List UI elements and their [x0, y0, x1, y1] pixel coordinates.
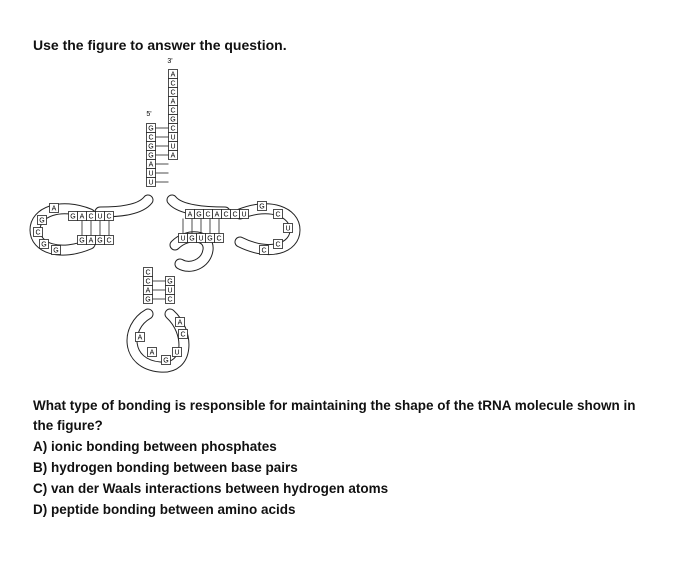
nucleotide-box	[169, 151, 178, 160]
nucleotide-letter: G	[148, 125, 154, 133]
nucleotide-letter: U	[167, 287, 173, 295]
nucleotide-box	[179, 330, 188, 339]
nucleotide-letter: A	[214, 211, 220, 219]
nucleotide-box	[284, 224, 293, 233]
nucleotide-letter: A	[148, 161, 154, 169]
nucleotide-box	[166, 277, 175, 286]
nucleotide-letter: A	[170, 98, 176, 106]
nucleotide-letter: C	[88, 213, 94, 221]
nucleotide-box	[197, 234, 206, 243]
nucleotide-box	[147, 124, 156, 133]
trna-figure	[20, 52, 320, 374]
nucleotide-letter: C	[170, 80, 176, 88]
nucleotide-box	[176, 318, 185, 327]
nucleotide-letter: G	[41, 241, 47, 249]
nucleotide-box	[173, 348, 182, 357]
nucleotide-letter: G	[259, 203, 265, 211]
nucleotide-letter: U	[148, 170, 154, 178]
nucleotide-box	[148, 348, 157, 357]
nucleotide-letter: G	[148, 143, 154, 151]
answer-options	[33, 436, 653, 520]
nucleotide-letter: C	[170, 89, 176, 97]
nucleotide-letter: C	[261, 247, 267, 255]
nucleotide-letter: A	[51, 205, 57, 213]
nucleotide-letter: A	[170, 152, 176, 160]
three-prime-label: 3'	[167, 58, 173, 65]
nucleotide-box	[78, 212, 87, 221]
nucleotide-letter: A	[170, 71, 176, 79]
nucleotide-box	[179, 234, 188, 243]
nucleotide-letter: A	[149, 349, 155, 357]
nucleotide-letter: U	[198, 235, 204, 243]
question-text: What type of bonding is responsible for maintaining the shape of the tRNA molecule shown in the figure?	[33, 398, 636, 433]
nucleotide-letter: C	[148, 134, 154, 142]
nucleotide-box	[240, 210, 249, 219]
nucleotide-box	[96, 212, 105, 221]
trna-nucleotides	[34, 70, 293, 365]
nucleotide-box	[52, 246, 61, 255]
nucleotide-letter: U	[180, 235, 186, 243]
nucleotide-box	[204, 210, 213, 219]
nucleotide-box	[96, 236, 105, 245]
nucleotide-box	[69, 212, 78, 221]
nucleotide-letter: G	[189, 235, 195, 243]
nucleotide-box	[274, 240, 283, 249]
nucleotide-box	[169, 70, 178, 79]
nucleotide-letter: C	[145, 269, 151, 277]
nucleotide-box	[147, 142, 156, 151]
nucleotide-letter: C	[223, 211, 229, 219]
nucleotide-box	[186, 210, 195, 219]
nucleotide-box	[34, 228, 43, 237]
nucleotide-letter: C	[216, 235, 222, 243]
option-b[interactable]: B) hydrogen bonding between base pairs	[33, 460, 298, 475]
nucleotide-box	[147, 160, 156, 169]
nucleotide-box	[166, 295, 175, 304]
nucleotide-letter: C	[180, 331, 186, 339]
nucleotide-letter: C	[170, 125, 176, 133]
nucleotide-letter: G	[53, 247, 59, 255]
trna-backbone	[35, 125, 295, 367]
nucleotide-letter: G	[39, 217, 45, 225]
nucleotide-box	[169, 133, 178, 142]
loop-outline	[100, 200, 148, 212]
nucleotide-box	[105, 212, 114, 221]
nucleotide-box	[169, 124, 178, 133]
nucleotide-letter: U	[148, 179, 154, 187]
nucleotide-letter: G	[167, 278, 173, 286]
nucleotide-box	[258, 202, 267, 211]
nucleotide-box	[144, 295, 153, 304]
nucleotide-box	[147, 178, 156, 187]
nucleotide-box	[147, 151, 156, 160]
nucleotide-letter: U	[170, 134, 176, 142]
nucleotide-box	[231, 210, 240, 219]
nucleotide-letter: G	[170, 116, 176, 124]
nucleotide-box	[274, 210, 283, 219]
nucleotide-letter: G	[97, 237, 103, 245]
nucleotide-box	[169, 115, 178, 124]
nucleotide-letter: C	[145, 278, 151, 286]
nucleotide-box	[169, 97, 178, 106]
nucleotide-box	[260, 246, 269, 255]
nucleotide-letter: C	[35, 229, 41, 237]
nucleotide-letter: G	[163, 357, 169, 365]
nucleotide-letter: U	[97, 213, 103, 221]
nucleotide-letter: U	[170, 143, 176, 151]
nucleotide-box	[136, 333, 145, 342]
question-block	[33, 396, 653, 520]
nucleotide-letter: C	[275, 211, 281, 219]
nucleotide-box	[147, 133, 156, 142]
nucleotide-box	[87, 212, 96, 221]
nucleotide-letter: C	[167, 296, 173, 304]
nucleotide-letter: A	[187, 211, 193, 219]
nucleotide-letter: C	[275, 241, 281, 249]
nucleotide-letter: U	[174, 349, 180, 357]
nucleotide-letter: A	[88, 237, 94, 245]
nucleotide-box	[169, 88, 178, 97]
nucleotide-letter: G	[79, 237, 85, 245]
nucleotide-box	[195, 210, 204, 219]
five-prime-label: 5'	[146, 111, 152, 118]
nucleotide-letter: C	[170, 107, 176, 115]
nucleotide-letter: G	[70, 213, 76, 221]
nucleotide-box	[38, 216, 47, 225]
nucleotide-letter: C	[106, 237, 112, 245]
nucleotide-letter: A	[137, 334, 143, 342]
nucleotide-letter: U	[241, 211, 247, 219]
nucleotide-box	[147, 169, 156, 178]
nucleotide-box	[78, 236, 87, 245]
nucleotide-box	[144, 286, 153, 295]
nucleotide-letter: G	[148, 152, 154, 160]
nucleotide-letter: C	[232, 211, 238, 219]
nucleotide-box	[166, 286, 175, 295]
nucleotide-letter: G	[207, 235, 213, 243]
nucleotide-letter: A	[177, 319, 183, 327]
nucleotide-box	[87, 236, 96, 245]
nucleotide-box	[144, 277, 153, 286]
nucleotide-letter: G	[145, 296, 151, 304]
trna-diagram	[20, 52, 320, 374]
nucleotide-letter: A	[79, 213, 85, 221]
nucleotide-letter: G	[196, 211, 202, 219]
option-a[interactable]: A) ionic bonding between phosphates	[33, 439, 277, 454]
nucleotide-box	[162, 356, 171, 365]
nucleotide-box	[144, 268, 153, 277]
nucleotide-box	[169, 79, 178, 88]
nucleotide-box	[215, 234, 224, 243]
nucleotide-letter: C	[205, 211, 211, 219]
nucleotide-box	[206, 234, 215, 243]
nucleotide-letter: A	[145, 287, 151, 295]
nucleotide-box	[169, 106, 178, 115]
nucleotide-box	[169, 142, 178, 151]
nucleotide-box	[188, 234, 197, 243]
nucleotide-box	[222, 210, 231, 219]
nucleotide-box	[105, 236, 114, 245]
nucleotide-letter: C	[106, 213, 112, 221]
nucleotide-letter: U	[285, 225, 291, 233]
nucleotide-box	[40, 240, 49, 249]
nucleotide-box	[50, 204, 59, 213]
intro-instruction: Use the figure to answer the question.	[33, 37, 287, 53]
option-c[interactable]: C) van der Waals interactions between hydrogen atoms	[33, 481, 389, 496]
nucleotide-box	[213, 210, 222, 219]
option-d[interactable]: D) peptide bonding between amino acids	[33, 502, 296, 517]
